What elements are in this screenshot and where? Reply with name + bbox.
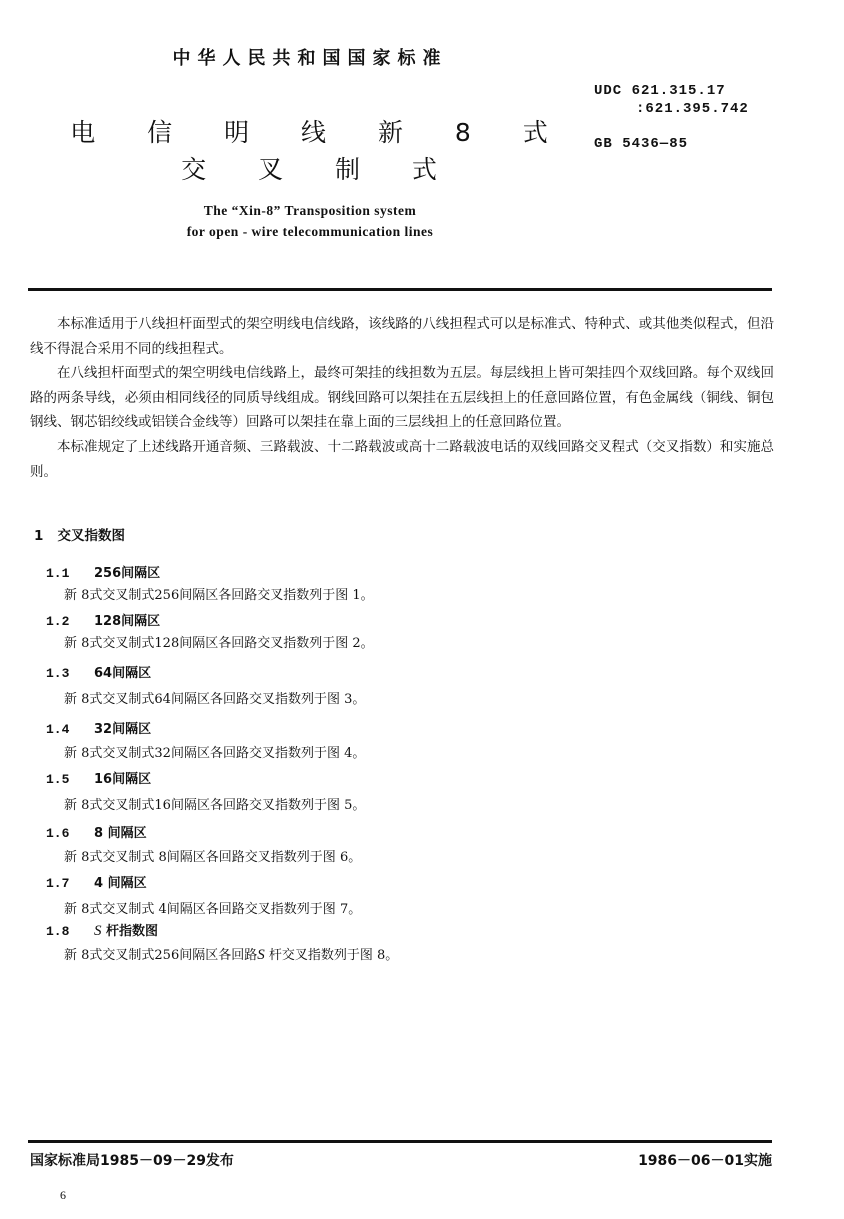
- subsection-text: 新 8式交叉制式64间隔区各回路交叉指数列于图 3。: [64, 692, 366, 707]
- subsection-heading: 1.4 32间隔区: [46, 722, 152, 737]
- subsection-text: 新 8式交叉制式32间隔区各回路交叉指数列于图 4。: [64, 746, 366, 761]
- issue-date: 国家标准局1985－09－29发布: [30, 1153, 234, 1169]
- subsection-heading: 1.2 128间隔区: [46, 614, 161, 629]
- intro-paragraph: 本标准适用于八线担杆面型式的架空明线电信线路，该线路的八线担程式可以是标准式、特种式、或其他类似程式，但沿线不得混合采用不同的线担程式。: [30, 316, 774, 357]
- intro-paragraph: 本标准规定了上述线路开通音频、三路载波、十二路载波或高十二路载波电话的双线回路交叉程式（交叉指数）和实施总则。: [30, 438, 774, 480]
- header-divider: [28, 288, 772, 291]
- title-zh-line-2: 交 叉 制 式: [181, 155, 459, 184]
- subsection-text: 新 8式交叉制式16间隔区各回路交叉指数列于图 5。: [64, 798, 366, 813]
- intro-paragraph: 在八线担杆面型式的架空明线电信线路上，最终可架挂的线担数为五层。每层线担上皆可架挂四个双线回路。每个双线回路的两条导线，必须由相同线径的同质导线组成。钢线回路可以架挂在五层线担上的任意回路位置，有色金属线（铜线、铜包钢线、钢芯铝绞线或铝镁合金线等）回路可以架挂在靠上面的三层线担上的任意回路位置。: [30, 365, 774, 431]
- subsection-text: 新 8式交叉制式256间隔区各回路S 杆交叉指数列于图 8。: [64, 947, 399, 963]
- footer-divider: [28, 1140, 772, 1143]
- section-1-heading: [34, 524, 125, 544]
- subsection-text: 新 8式交叉制式 8间隔区各回路交叉指数列于图 6。: [64, 850, 362, 865]
- subsection-heading: 1.7 4 间隔区: [46, 876, 147, 891]
- gb-number: GB 5436—85: [594, 136, 689, 152]
- title-zh-line-1: 电 信 明 线 新 8 式: [70, 118, 570, 147]
- udc-line-2: :621.395.742: [636, 101, 749, 117]
- subsection-text: 新 8式交叉制式128间隔区各回路交叉指数列于图 2。: [64, 636, 374, 651]
- subsection-text: 新 8式交叉制式 4间隔区各回路交叉指数列于图 7。: [64, 902, 362, 917]
- intro-body: [30, 312, 774, 484]
- subsection-heading: 1.1 256间隔区: [46, 566, 161, 581]
- udc-line-1: UDC 621.315.17: [594, 83, 726, 99]
- section-number: 1: [34, 528, 44, 544]
- page-number: 6: [60, 1188, 66, 1202]
- title-en-line-1: The “Xin-8” Transposition system: [203, 203, 417, 218]
- effective-date: 1986－06－01实施: [638, 1153, 772, 1169]
- subsection-heading: 1.3 64间隔区: [46, 666, 152, 681]
- title-en: [0, 200, 620, 242]
- subsection-text: 新 8式交叉制式256间隔区各回路交叉指数列于图 1。: [64, 588, 374, 603]
- section-title: 交叉指数图: [57, 528, 126, 544]
- standard-type-heading: 中华人民共和国国家标准: [172, 48, 448, 69]
- subsection-heading: 1.5 16间隔区: [46, 772, 152, 787]
- title-en-line-2: for open - wire telecommunication lines: [186, 224, 434, 239]
- subsection-heading: 1.8 S 杆指数图: [46, 923, 159, 939]
- subsection-heading: 1.6 8 间隔区: [46, 826, 147, 841]
